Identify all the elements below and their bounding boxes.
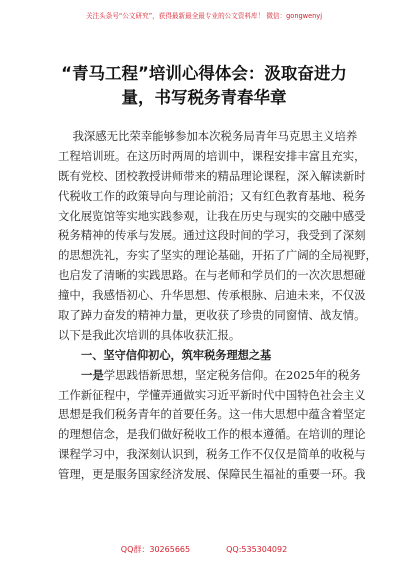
title-line: “青马工程”培训心得体会：汲取奋进力 — [61, 64, 347, 83]
header-banner: 关注头条号“公文研究”，获得最新最全最专业的公文资料库！ 微信：gongwenyj — [85, 12, 323, 20]
body-line: 工作新征程中，学懂弄通做实习近平新时代中国特色社会主义 — [58, 387, 366, 402]
title-line: 量，书写税务青春华章 — [121, 88, 287, 107]
body-line: 文化展览馆等实地实践参观，让我在历史与现实的交融中感受 — [58, 208, 366, 223]
qq-group: QQ群：30265665 — [120, 545, 191, 554]
body-line: 撞中，我感悟初心、升华思想、传承根脉、启迪未来，不仅汲 — [58, 288, 366, 303]
body-line: 取了踔力奋发的精神力量，更收获了珍贵的同窗情、战友情。 — [58, 308, 366, 323]
footer-contact — [0, 543, 408, 557]
body-line: 也启发了清晰的实践思路。在与老师和学员们的一次次思想碰 — [58, 268, 366, 283]
body-line: 工程培训班。在这历时两周的培训中，课程安排丰富且充实， — [58, 148, 366, 163]
paragraph-lead: 一是 — [81, 367, 104, 382]
document-title — [30, 62, 378, 110]
body-line: 的理想信念，是我们做好税收工作的根本遵循。在培训的理论 — [58, 427, 366, 442]
document-body — [58, 127, 377, 485]
body-line: 管理，更是服务国家经济发展、保障民生福祉的重要一环。我 — [58, 467, 366, 482]
body-line: 税务精神的传承与发展。通过这段时间的学习，我受到了深刻 — [58, 228, 366, 243]
body-line: 思想是我们税务青年的首要任务。这一伟大思想中蕴含着坚定 — [58, 407, 366, 422]
body-line: 的思想洗礼，夯实了坚实的理论基础，开拓了广阔的全局视野， — [58, 248, 377, 263]
body-line: 以下是我此次培训的具体收获汇报。 — [58, 327, 241, 342]
body-line: 课程学习中，我深刻认识到，税务工作不仅仅是简单的收税与 — [58, 447, 366, 462]
body-line: 既有党校、团校教授讲师带来的精品理论课程，深入解读新时 — [58, 168, 366, 183]
section-heading: 一、坚守信仰初心，筑牢税务理想之基 — [81, 348, 272, 362]
body-line: 我深感无比荣幸能够参加本次税务局青年马克思主义培养 — [58, 129, 358, 143]
paragraph-first-line-text: 学思践悟新思想，坚定税务信仰。在2025年的税务 — [103, 367, 361, 382]
section-heading-row — [58, 346, 358, 366]
body-line: 代税收工作的政策导向与理论前沿；又有红色教育基地、税务 — [58, 188, 366, 203]
qq-number: QQ:535304092 — [226, 545, 288, 554]
paragraph-first-line — [58, 366, 361, 386]
